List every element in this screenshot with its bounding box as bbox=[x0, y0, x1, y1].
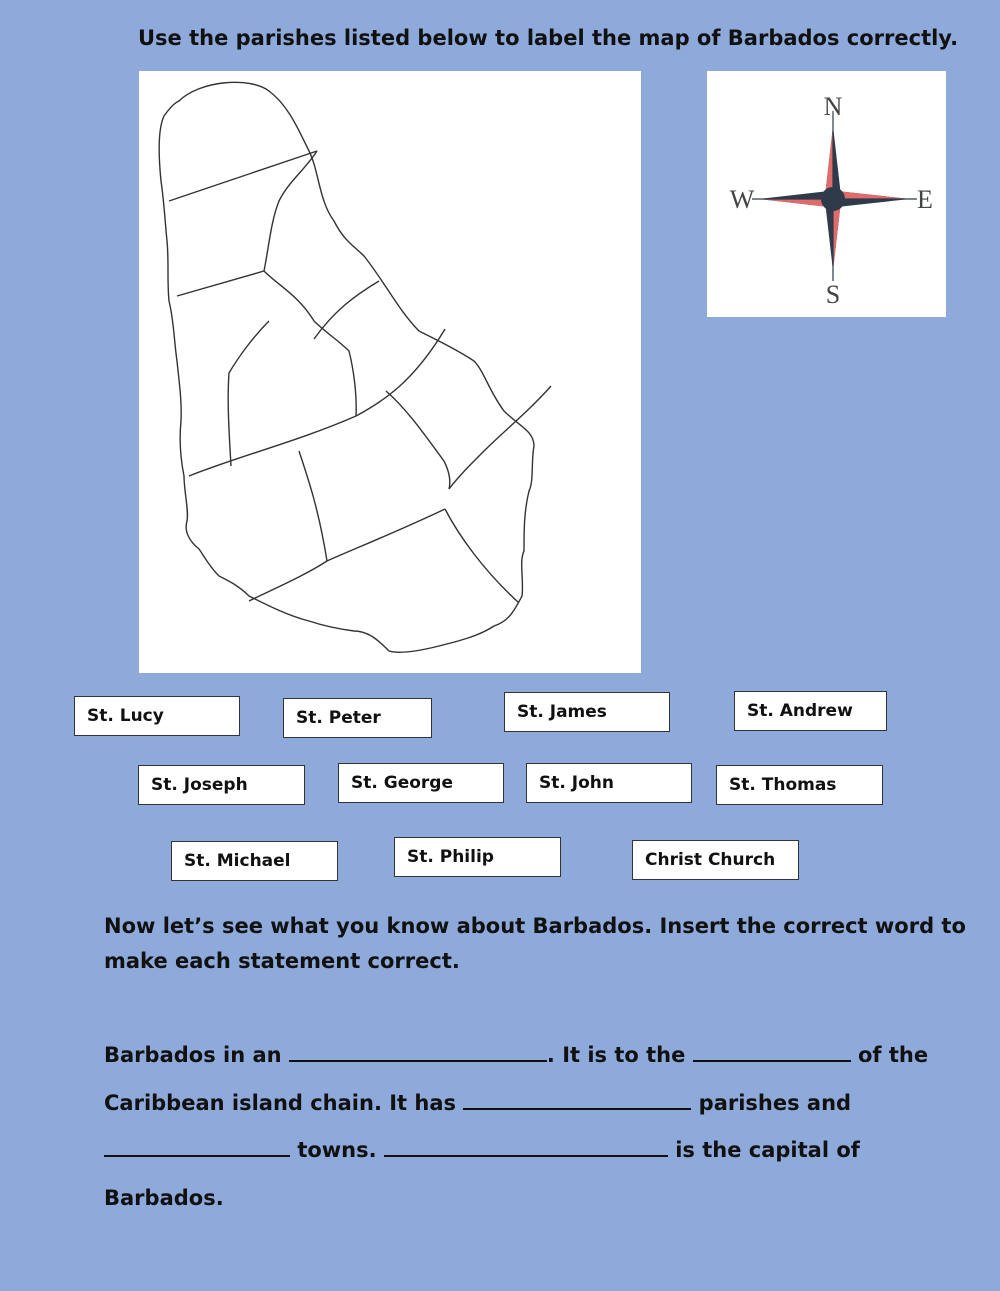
barbados-map bbox=[139, 71, 641, 673]
sentence-text: towns. bbox=[297, 1138, 377, 1162]
quiz-sentence-line2 bbox=[104, 1086, 851, 1121]
sentence-text: of the bbox=[858, 1043, 929, 1067]
compass-s-label: S bbox=[825, 280, 841, 309]
barbados-parish-outline bbox=[139, 71, 641, 673]
sentence-text: is the capital of bbox=[675, 1138, 860, 1162]
quiz-intro-line1: Now let’s see what you know about Barbados. Insert the correct word to bbox=[104, 914, 966, 938]
sentence-text: Caribbean island chain. It has bbox=[104, 1091, 457, 1115]
quiz-sentence-line3 bbox=[104, 1133, 860, 1168]
label-st-andrew[interactable]: St. Andrew bbox=[734, 691, 887, 731]
label-st-john[interactable]: St. John bbox=[526, 763, 692, 803]
compass-n-label: N bbox=[823, 92, 843, 121]
quiz-sentence-line4: Barbados. bbox=[104, 1186, 224, 1210]
sentence-text: . It is to the bbox=[546, 1043, 686, 1067]
label-st-james[interactable]: St. James bbox=[504, 692, 670, 732]
label-st-lucy[interactable]: St. Lucy bbox=[74, 696, 240, 736]
instructions-heading: Use the parishes listed below to label the map of Barbados correctly. bbox=[138, 26, 959, 50]
quiz-sentence-line1 bbox=[104, 1038, 928, 1073]
sentence-text: parishes and bbox=[698, 1091, 852, 1115]
label-st-peter[interactable]: St. Peter bbox=[283, 698, 432, 738]
sentence-text: Barbados in an bbox=[104, 1043, 282, 1067]
answer-blank-island-type[interactable] bbox=[289, 1038, 547, 1062]
answer-blank-town-count[interactable] bbox=[104, 1133, 290, 1157]
label-st-george[interactable]: St. George bbox=[338, 763, 504, 803]
label-st-michael[interactable]: St. Michael bbox=[171, 841, 338, 881]
answer-blank-parish-count[interactable] bbox=[463, 1086, 691, 1110]
label-christ-church[interactable]: Christ Church bbox=[632, 840, 799, 880]
label-st-philip[interactable]: St. Philip bbox=[394, 837, 561, 877]
compass-e-label: E bbox=[917, 185, 933, 214]
label-st-joseph[interactable]: St. Joseph bbox=[138, 765, 305, 805]
quiz-intro-line2: make each statement correct. bbox=[104, 949, 460, 973]
compass-rose bbox=[707, 71, 946, 317]
answer-blank-capital[interactable] bbox=[384, 1133, 668, 1157]
compass-w-label: W bbox=[729, 185, 755, 214]
label-st-thomas[interactable]: St. Thomas bbox=[716, 765, 883, 805]
answer-blank-direction[interactable] bbox=[693, 1038, 851, 1062]
